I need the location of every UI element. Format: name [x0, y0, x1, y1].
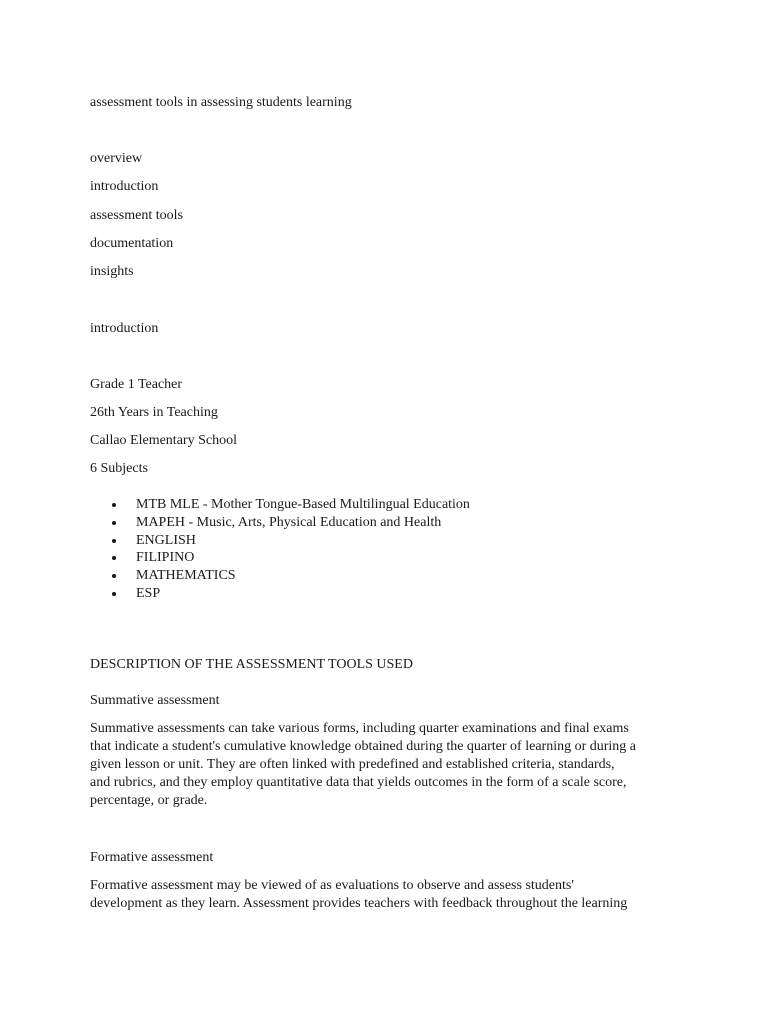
- paragraph-line: given lesson or unit. They are often linked with predefined and established criteria, standards,: [90, 757, 615, 772]
- teacher-info-line: Callao Elementary School: [90, 433, 237, 448]
- overview-item: insights: [90, 264, 134, 279]
- overview-item: assessment tools: [90, 208, 183, 223]
- bullet-icon: [112, 592, 116, 596]
- bullet-icon: [112, 539, 116, 543]
- bullet-icon: [112, 503, 116, 507]
- introduction-heading: introduction: [90, 321, 159, 336]
- paragraph-line: Summative assessments can take various forms, including quarter examinations and final exams: [90, 721, 629, 736]
- document-title: assessment tools in assessing students learning: [90, 95, 352, 110]
- subjects-list: [112, 496, 470, 603]
- overview-item: introduction: [90, 179, 159, 194]
- bullet-icon: [112, 556, 116, 560]
- teacher-info-line: 26th Years in Teaching: [90, 405, 218, 420]
- paragraph-line: and rubrics, and they employ quantitative data that yields outcomes in the form of a scale score,: [90, 775, 627, 790]
- formative-paragraph: [90, 877, 690, 913]
- overview-item: overview: [90, 151, 143, 166]
- subject-list-item: [112, 549, 470, 567]
- subject-label: ENGLISH: [136, 532, 196, 548]
- paragraph-line: percentage, or grade.: [90, 793, 208, 808]
- bullet-icon: [112, 574, 116, 578]
- subject-label: MTB MLE - Mother Tongue-Based Multilingual Education: [136, 497, 470, 512]
- subject-label: ESP: [136, 585, 161, 601]
- subject-list-item: [112, 532, 470, 550]
- bullet-icon: [112, 521, 116, 525]
- teacher-info-line: Grade 1 Teacher: [90, 377, 183, 392]
- subject-label: FILIPINO: [136, 550, 195, 566]
- summative-heading: Summative assessment: [90, 693, 220, 708]
- subject-list-item: [112, 585, 470, 603]
- subject-label: MATHEMATICS: [136, 568, 236, 584]
- overview-item: documentation: [90, 236, 174, 251]
- paragraph-line: development as they learn. Assessment provides teachers with feedback throughout the learning: [90, 896, 628, 911]
- formative-heading: Formative assessment: [90, 850, 214, 865]
- subject-label: MAPEH - Music, Arts, Physical Education and Health: [136, 514, 442, 530]
- subject-list-item: [112, 496, 470, 514]
- summative-paragraph: [90, 720, 690, 810]
- subject-list-item: [112, 567, 470, 585]
- description-heading: DESCRIPTION OF THE ASSESSMENT TOOLS USED: [90, 657, 413, 672]
- subject-list-item: [112, 514, 470, 532]
- paragraph-line: Formative assessment may be viewed of as evaluations to observe and assess students': [90, 878, 574, 893]
- paragraph-line: that indicate a student's cumulative knowledge obtained during the quarter of learning or during a: [90, 739, 637, 754]
- teacher-info-line: 6 Subjects: [90, 461, 148, 476]
